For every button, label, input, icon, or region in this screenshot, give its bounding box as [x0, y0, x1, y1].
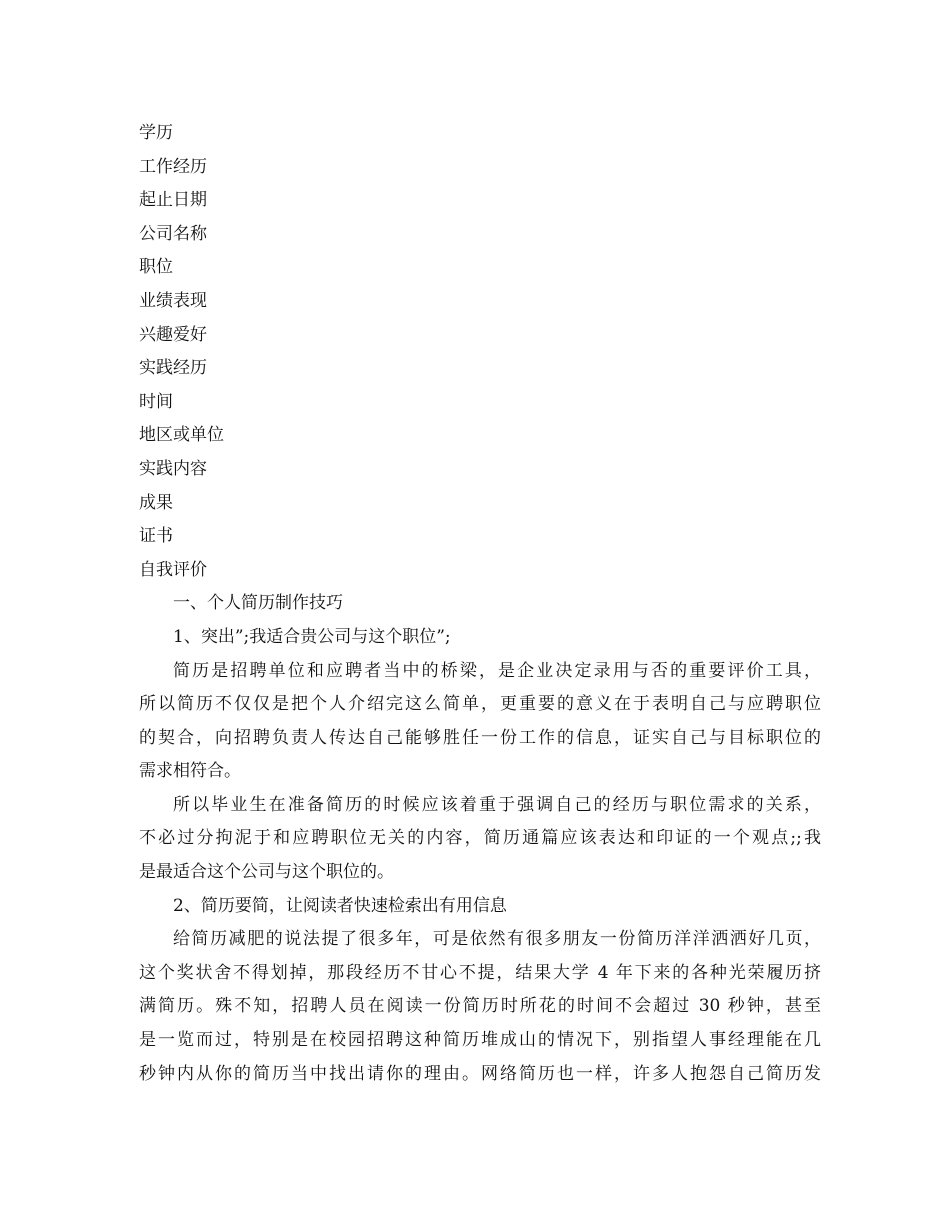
paragraph-1 [139, 655, 821, 789]
paragraph-line: 需求相符合。 [139, 761, 241, 782]
list-item-self-evaluation: 自我评价 [139, 559, 207, 580]
paragraph-line: 是一览而过，特别是在校园招聘这种简历堆成山的情况下，别指望人事经理能在几 [139, 1030, 821, 1051]
list-item-region-or-unit: 地区或单位 [139, 425, 224, 446]
list-item-results: 成果 [139, 492, 173, 513]
paragraph-2 [139, 789, 821, 890]
paragraph-3 [139, 923, 821, 1091]
paragraph-line: 满简历。殊不知，招聘人员在阅读一份简历时所花的时间不会超过 30 秒钟，甚至 [139, 996, 821, 1017]
list-item-practice-experience: 实践经历 [139, 358, 207, 379]
list-item-company-name: 公司名称 [139, 223, 207, 244]
list-item-work-experience: 工作经历 [139, 156, 207, 177]
subsection-title-1: 1、突出”;我适合贵公司与这个职位”; [173, 626, 451, 647]
paragraph-line: 不必过分拘泥于和应聘职位无关的内容，简历通篇应该表达和印证的一个观点;;我 [139, 828, 821, 849]
paragraph-line: 这个奖状舍不得划掉，那段经历不甘心不提，结果大学 4 年下来的各种光荣履历挤 [139, 962, 821, 983]
list-item-hobbies: 兴趣爱好 [139, 324, 207, 345]
list-item-start-end-date: 起止日期 [139, 190, 207, 211]
paragraph-line: 秒钟内从你的简历当中找出请你的理由。网络简历也一样，许多人抱怨自己简历发 [139, 1063, 821, 1084]
paragraph-line: 给简历减肥的说法提了很多年，可是依然有很多朋友一份简历洋洋洒洒好几页， [173, 929, 821, 950]
document-content [139, 117, 821, 1091]
list-item-education: 学历 [139, 123, 173, 143]
paragraph-line: 所以毕业生在准备简历的时候应该着重于强调自己的经历与职位需求的关系， [173, 794, 821, 815]
paragraph-line: 是最适合这个公司与这个职位的。 [139, 862, 394, 883]
paragraph-line: 的契合，向招聘负责人传达自己能够胜任一份工作的信息，证实自己与目标职位的 [139, 727, 821, 748]
list-item-practice-content: 实践内容 [139, 458, 207, 479]
list-item-time: 时间 [139, 391, 173, 412]
subsection-title-2: 2、简历要简，让阅读者快速检索出有用信息 [173, 895, 507, 916]
list-item-performance: 业绩表现 [139, 290, 207, 311]
paragraph-line: 所以简历不仅仅是把个人介绍完这么简单，更重要的意义在于表明自己与应聘职位 [139, 694, 821, 715]
paragraph-line: 简历是招聘单位和应聘者当中的桥梁，是企业决定录用与否的重要评价工具， [173, 660, 821, 681]
list-item-position: 职位 [139, 257, 173, 278]
list-item-certificates: 证书 [139, 526, 173, 547]
section-title: 一、个人简历制作技巧 [173, 593, 343, 614]
